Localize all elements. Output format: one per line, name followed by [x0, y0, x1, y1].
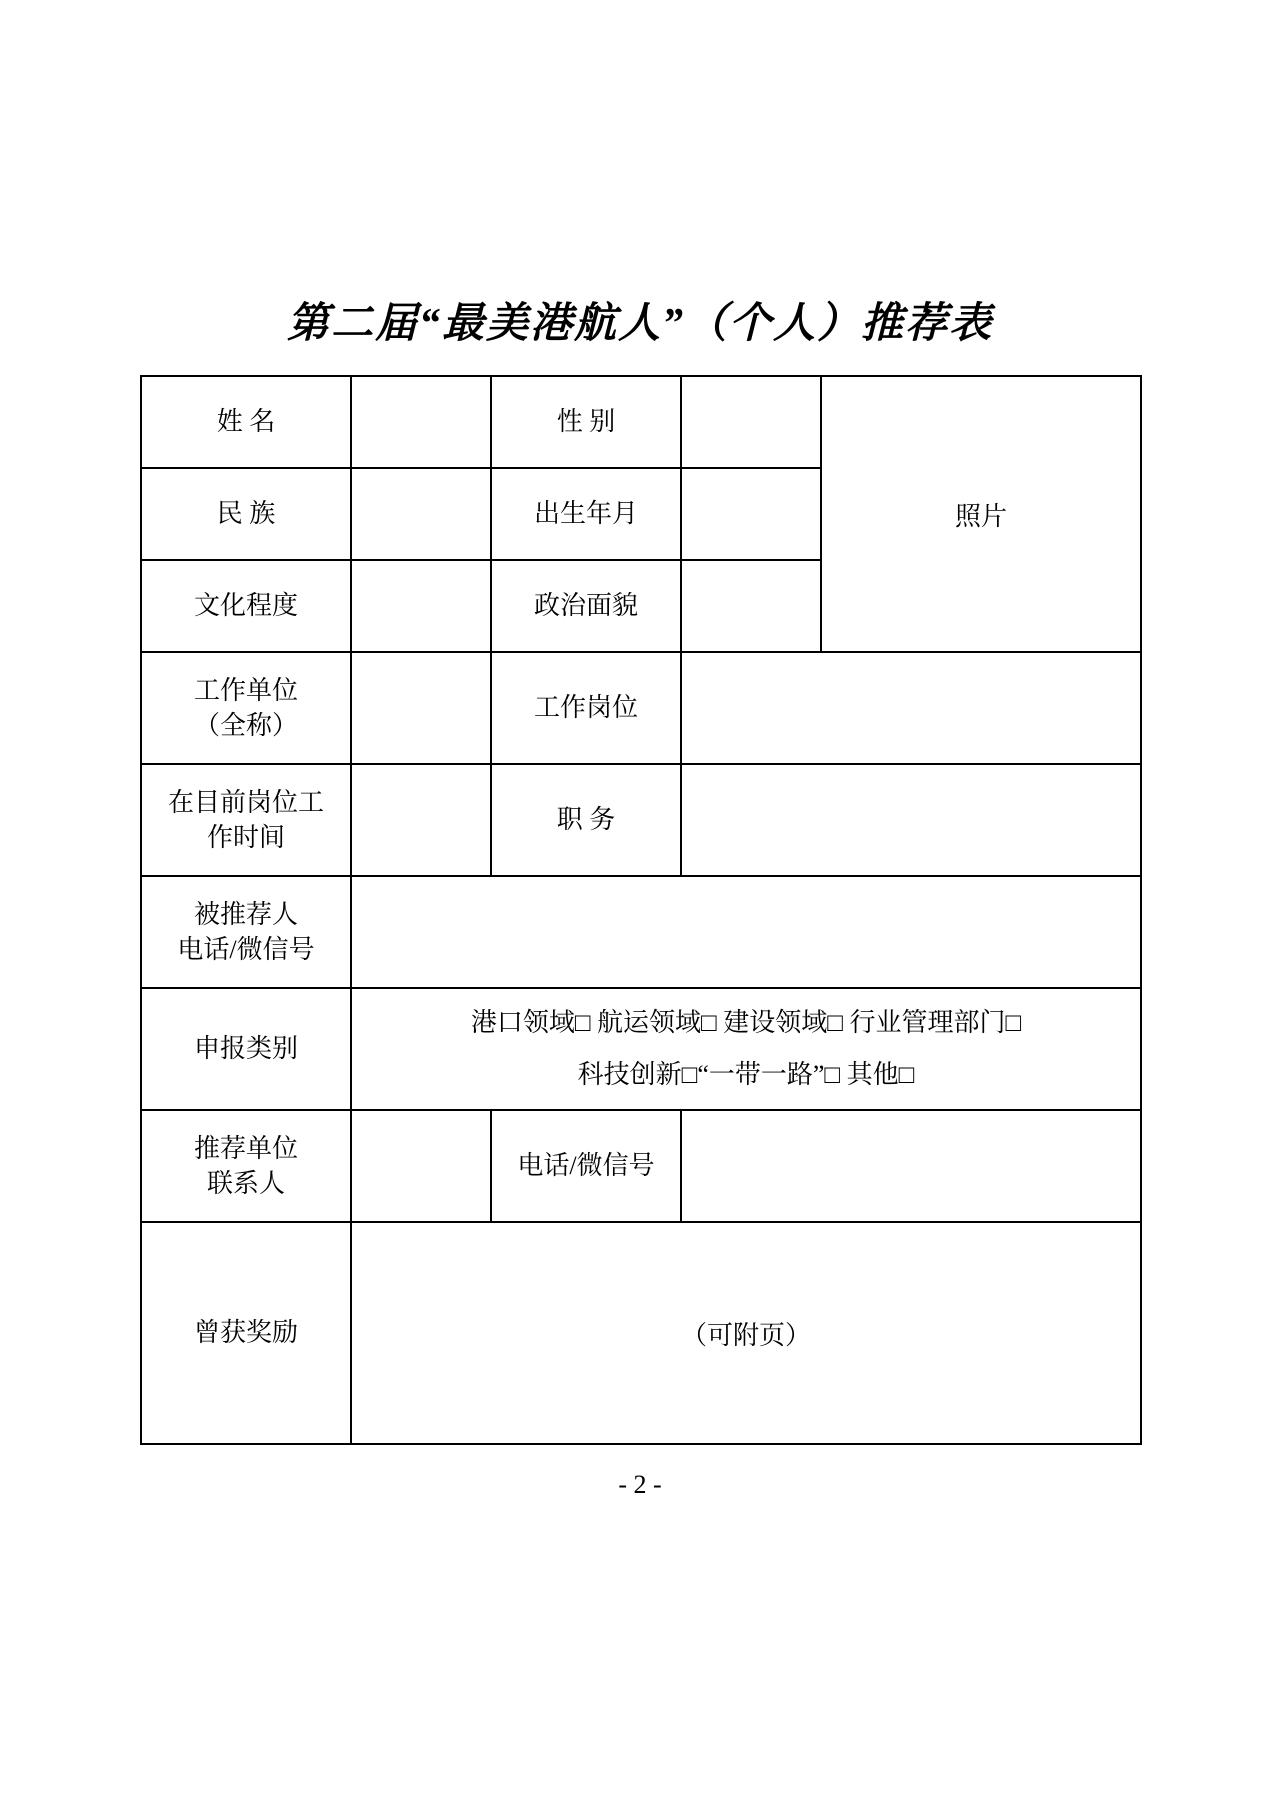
recommendation-form-table — [140, 375, 1142, 1445]
political-status-label: 政治面貌 — [491, 560, 681, 652]
work-unit-field[interactable] — [351, 652, 491, 764]
table-row — [141, 764, 1141, 876]
category-label: 申报类别 — [141, 988, 351, 1110]
page-number: - 2 - — [618, 1470, 662, 1499]
current-post-time-label — [141, 764, 351, 876]
category-options-line2[interactable]: 科技创新□“一带一路”□ 其他□ — [577, 1060, 915, 1089]
gender-field[interactable] — [681, 376, 821, 468]
education-field[interactable] — [351, 560, 491, 652]
category-options-line1[interactable]: 港口领域□ 航运领域□ 建设领域□ 行业管理部门□ — [470, 1008, 1022, 1037]
category-options[interactable] — [351, 988, 1141, 1110]
table-row — [141, 376, 1141, 468]
table-row — [141, 652, 1141, 764]
duty-field[interactable] — [681, 764, 1141, 876]
education-label: 文化程度 — [141, 560, 351, 652]
awards-label: 曾获奖励 — [141, 1222, 351, 1444]
awards-field[interactable]: （可附页） — [351, 1222, 1141, 1444]
name-label: 姓 名 — [141, 376, 351, 468]
table-row — [141, 988, 1141, 1110]
ethnicity-label: 民 族 — [141, 468, 351, 560]
name-field[interactable] — [351, 376, 491, 468]
page-title: 第二届“最美港航人”（个人）推荐表 — [286, 301, 993, 347]
job-position-field[interactable] — [681, 652, 1141, 764]
recommended-contact-label-line1: 被推荐人 — [193, 899, 298, 929]
birth-date-label: 出生年月 — [491, 468, 681, 560]
current-post-time-label-line2: 作时间 — [206, 823, 285, 852]
political-status-field[interactable] — [681, 560, 821, 652]
duty-label: 职 务 — [491, 764, 681, 876]
photo-label: 照片 — [821, 376, 1141, 652]
gender-label: 性 别 — [491, 376, 681, 468]
recommended-contact-label — [141, 876, 351, 988]
work-unit-label-line2: （全称） — [193, 711, 298, 740]
ethnicity-field[interactable] — [351, 468, 491, 560]
recommender-phone-field[interactable] — [681, 1110, 1141, 1222]
table-row — [141, 1110, 1141, 1222]
recommender-contact-label-line2: 联系人 — [206, 1169, 285, 1198]
recommender-phone-label: 电话/微信号 — [491, 1110, 681, 1222]
recommended-contact-label-line2: 电话/微信号 — [177, 935, 315, 964]
work-unit-label-line1: 工作单位 — [193, 675, 298, 705]
recommender-contact-label-line1: 推荐单位 — [193, 1133, 298, 1163]
recommender-contact-label — [141, 1110, 351, 1222]
recommender-contact-field[interactable] — [351, 1110, 491, 1222]
table-row — [141, 1222, 1141, 1444]
birth-date-field[interactable] — [681, 468, 821, 560]
current-post-time-label-line1: 在目前岗位工 — [167, 787, 324, 817]
recommended-contact-field[interactable] — [351, 876, 1141, 988]
job-position-label: 工作岗位 — [491, 652, 681, 764]
table-row — [141, 876, 1141, 988]
work-unit-label — [141, 652, 351, 764]
current-post-time-field[interactable] — [351, 764, 491, 876]
